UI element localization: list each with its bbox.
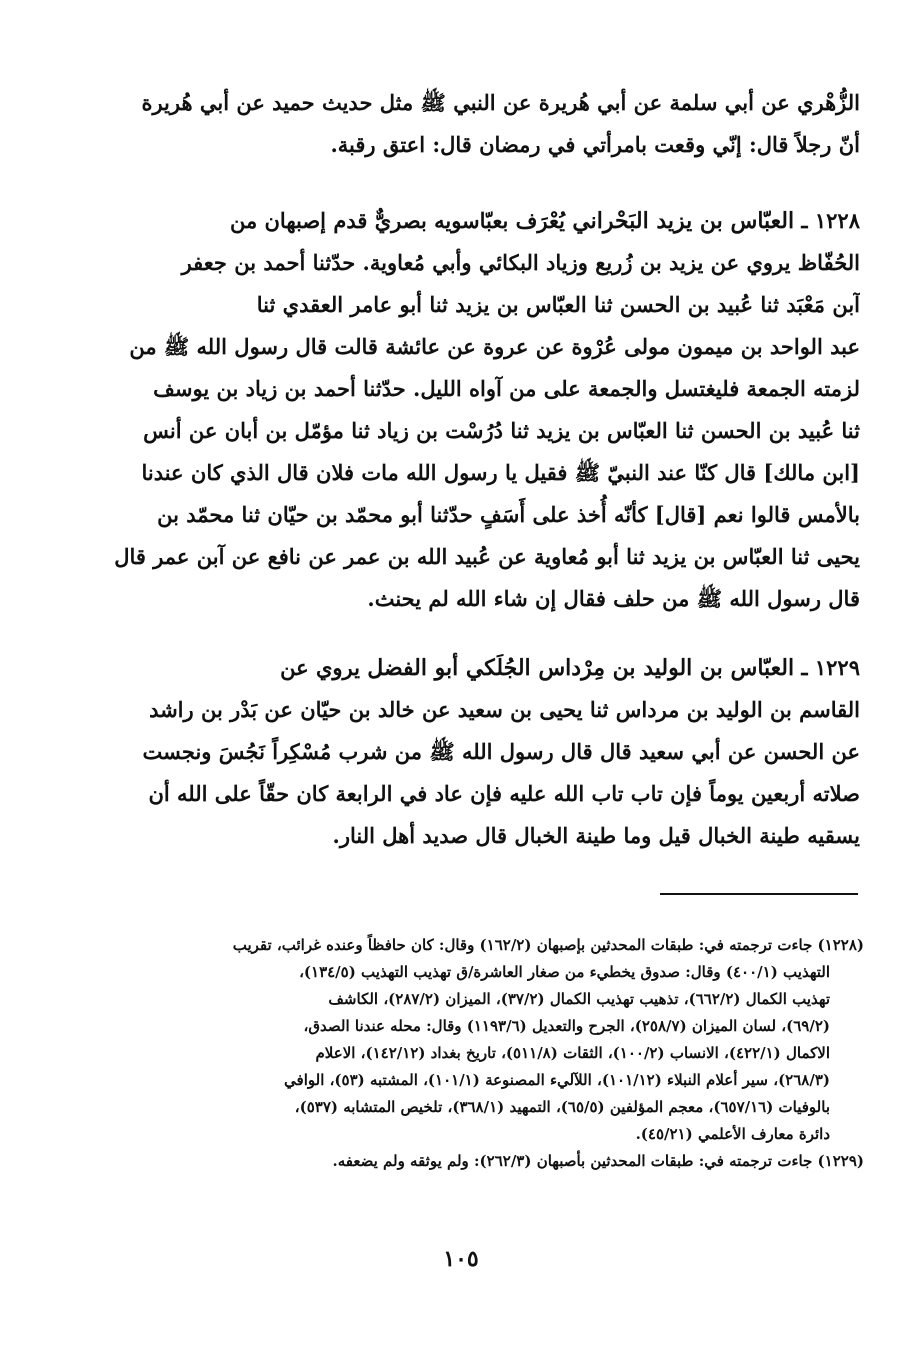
footnote-line: الاكمال (٤٢٢/١)، الانساب (١٠٠/٢)، الثقات (٥١١/٨)، تاريخ بغداد (١٤٢/١٢)، الاعلام — [315, 1044, 830, 1062]
footnote-line: دائرة معارف الأعلمي (٤٥/٢١). — [635, 1125, 830, 1143]
entry-heading-line — [112, 200, 860, 242]
text-line: آبن مَعْبَد ثنا عُبيد بن الحسن ثنا العبّاس بن يزيد ثنا أبو عامر العقدي ثنا — [256, 292, 860, 317]
footnotes — [112, 932, 864, 1175]
text-line: ثنا عُبيد بن الحسن ثنا العبّاس بن يزيد ثنا دُرُسْت بن زياد ثنا مؤمّل بن أبان عن أنس — [143, 418, 860, 443]
text-line: الحُفّاظ يروي عن يزيد بن زُريع وزياد البكائي وأبي مُعاوية. حدّثنا أحمد بن جعفر — [181, 250, 860, 275]
entry-number: ١٢٢٩ ـ — [801, 655, 860, 680]
text-line: بالأمس قالوا نعم [قال] كأنّه أُخذ على أَسَفٍ حدّثنا أبو محمّد بن حيّان ثنا محمّد بن — [157, 502, 860, 527]
entry-name: العبّاس بن يزيد البَحْراني — [572, 208, 795, 234]
text-line: [ابن مالك] قال كنّا عند النبيّ ﷺ فقيل يا رسول الله مات فلان قال الذي كان عندنا — [141, 460, 860, 485]
continued-paragraph — [112, 82, 860, 166]
entry-heading-rest: يروي عن — [280, 655, 360, 680]
entry-heading-rest: يُعْرَف بعبّاسويه بصريٌّ قدم إصبهان من — [229, 208, 565, 233]
text-line: عبد الواحد بن ميمون مولى عُرْوة عن عروة عن عائشة قالت قال رسول الله ﷺ من — [129, 334, 860, 359]
entry-1228 — [112, 200, 860, 620]
footnote-line: (٦٩/٢)، لسان الميزان (٢٥٨/٧)، الجرح والتعديل (١١٩٣/٦) وقال: محله عندنا الصدق، — [303, 1017, 830, 1035]
page-number: ١٠٥ — [443, 1246, 479, 1272]
text-line: الزُّهْري عن أبي سلمة عن أبي هُريرة عن النبي ﷺ مثل حديث حميد عن أبي هُريرة — [141, 90, 860, 115]
text-line: عن الحسن عن أبي سعيد قال قال رسول الله ﷺ من شرب مُسْكِراً نَجُسَ ونجست — [142, 739, 860, 764]
footnote-line: (٢٦٨/٣)، سير أعلام النبلاء (١٠١/١٢)، اللآليء المصنوعة (١٠١/١)، المشتبه (٥٣)، الوافي — [284, 1071, 830, 1089]
text-line: القاسم بن الوليد بن مرداس ثنا يحيى بن سعيد عن خالد بن حيّان عن بَدْر بن راشد — [149, 697, 860, 722]
footnote-1228 — [112, 932, 864, 1148]
footnote-line: تهذيب الكمال (٦٦٢/٢)، تذهيب تهذيب الكمال (٣٧/٢)، الميزان (٢٨٧/٢)، الكاشف — [328, 990, 830, 1008]
text-line: صلاته أربعين يوماً فإن تاب تاب الله عليه فإن عاد في الرابعة كان حقّاً على الله أن — [148, 781, 860, 806]
entry-1229 — [112, 647, 860, 857]
footnote-line: التهذيب (٤٠٠/١) وقال: صدوق يخطيء من صغار العاشرة/ق تهذيب التهذيب (١٣٤/٥)، — [299, 963, 830, 981]
footnote-divider — [660, 893, 858, 895]
text-line: لزمته الجمعة فليغتسل والجمعة على من آواه الليل. حدّثنا أحمد بن زياد بن يوسف — [153, 376, 860, 401]
entry-name: العبّاس بن الوليد بن مِرْداس الجُلَكي أبو الفضل — [367, 655, 795, 681]
footnote-line: (١٢٢٩) جاءت ترجمته في: طبقات المحدثين بأصبهان (٢٦٢/٣): ولم يوثقه ولم يضعفه. — [332, 1152, 864, 1170]
entry-heading-line — [112, 647, 860, 689]
text-line: يحيى ثنا العبّاس بن يزيد ثنا أبو مُعاوية عن عُبيد الله بن عمر عن نافع عن آبن عمر قال — [114, 544, 860, 569]
text-line: يسقيه طينة الخبال قيل وما طينة الخبال قال صديد أهل النار. — [332, 823, 860, 848]
text-line: قال رسول الله ﷺ من حلف فقال إن شاء الله لم يحنث. — [367, 586, 860, 611]
text-line: أنّ رجلاً قال: إنّي وقعت بامرأتي في رمضان قال: اعتق رقبة. — [330, 132, 860, 157]
footnote-line: بالوفيات (٦٥٧/١٦)، معجم المؤلفين (٦٥/٥)، التمهيد (٣٦٨/١)، تلخيص المتشابه (٥٣٧)، — [294, 1098, 830, 1116]
entry-number: ١٢٢٨ ـ — [801, 208, 860, 233]
footnote-1229 — [112, 1148, 864, 1175]
footnote-line: (١٢٢٨) جاءت ترجمته في: طبقات المحدثين بإصبهان (١٦٢/٢) وقال: كان حافظاً وعنده غرائب، تقريب — [232, 936, 864, 954]
